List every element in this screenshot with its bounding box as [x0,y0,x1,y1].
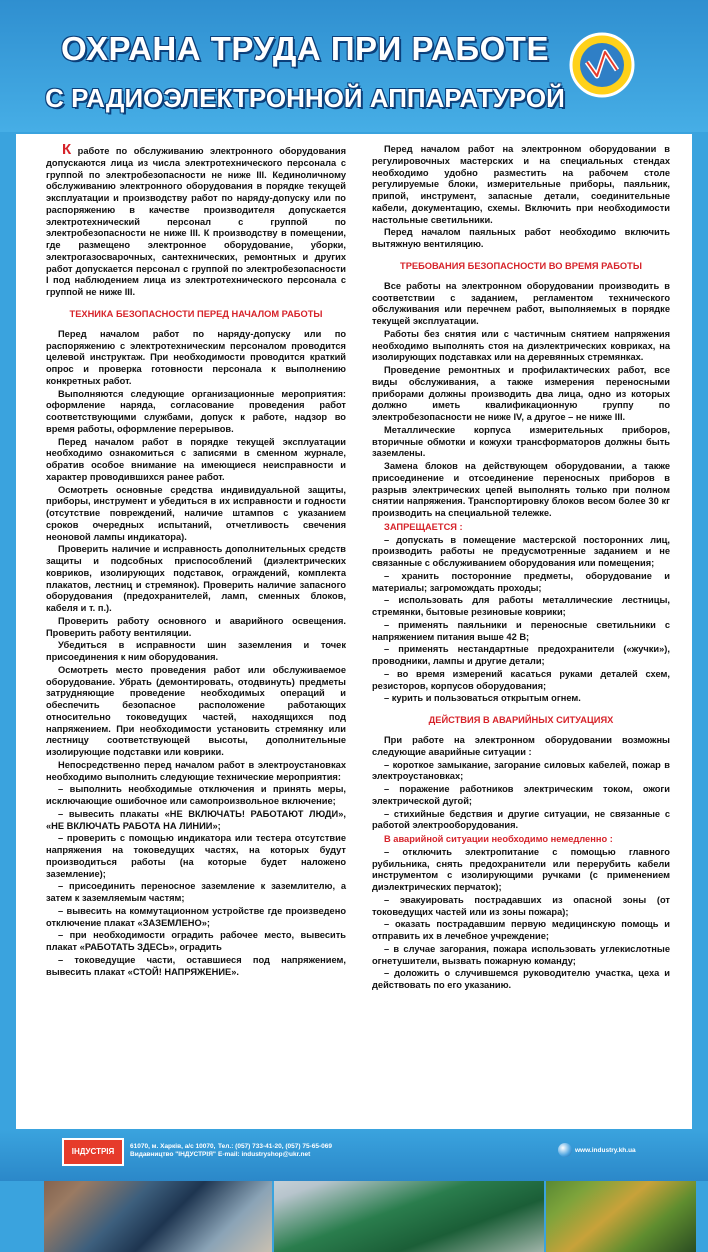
paragraph: – во время измерений касаться руками деталей схем, резисторов, корпусов оборудования; [372,668,670,691]
immediate-label: В аварийной ситуации необходимо немедленно : [384,834,613,844]
paragraph: Осмотреть место проведения работ или обслуживаемое оборудование. Убрать (демонтировать, отодвинуть) предметы затрудняющие проведение необходимых операций и обеспечить безопасное расположение работающих относительно токоведущих частей, находящихся под напряжением. При необходимости установить стремянку или лестницу соответствующей высоты, дополнительные изолирующие подставки или коврики. [46,664,346,757]
forbidden-label: ЗАПРЕЩАЕТСЯ : [384,521,463,532]
intro-text: работе по обслуживанию электронного оборудования допускаются лица из числа электротехнического персонала с группой по электробезопасности не ниже III. Кединоличному обслуживанию электронного оборудования в порядке текущей эксплуатации и производству работ по наряду-допуску или по распоряжению в качестве производителя допускается электротехнический персонал с группой по электробезопасности не ниже III. К производству в помещении, где размещено электронное оборудование, уборки, электрогазосварочных, сантехнических, ремонтных и других работ допускается персонал с группой по электробезопасности I под наблюдением лица из электротехнического персонала с группой не ниже III. [46,146,346,297]
paragraph: – допускать в помещение мастерской посторонних лиц, производить работы не предусмотренные заданием и не связанные с обслуживанием оборудования или помещения; [372,534,670,568]
paragraph: – проверить с помощью индикатора или тестера отсутствие напряжения на токоведущих частях, на которых будут производиться работы (на которые будет наложено заземление); [46,833,346,879]
footer-website-link[interactable]: www.industry.kh.ua [575,1147,636,1154]
paragraph: Перед началом работ в порядке текущей эксплуатации необходимо ознакомиться с записями в сменном журнале, обратив особое внимание на имеющиеся неисправности и характер проводившихся ранее работ. [46,436,346,482]
industry-logo-icon [569,32,635,98]
paragraph: – токоведущие части, оставшиеся под напряжением, вывесить плакат «СТОЙ! НАПРЯЖЕНИЕ». [46,954,346,977]
left-column [46,141,346,979]
header-banner [0,0,708,132]
emergency-intro: При работе на электронном оборудовании возможны следующие аварийные ситуации : [372,735,670,757]
paragraph: – эвакуировать пострадавших из опасной зоны (от токоведущих частей или из зоны пожара); [372,894,670,917]
paragraph: Все работы на электронном оборудовании производить в соответствии с заданием, регламентом технического обслуживания или перечнем работ, выполняемых в порядке текущей эксплуатации. [372,280,670,326]
paragraph: Проверить наличие и исправность дополнительных средств защиты и подсобных приспособлений (диэлектрических ковриков, изолирующих подставок, ограждений, комплекта плакатов, лестниц и стремянок). Проверить наличие запасного оборудования (предохранителей, ламп, сменных блоков, кабеля и т. п.). [46,544,346,613]
paragraph: Металлические корпуса измерительных приборов, вторичные обмотки и кожухи трансформаторов должны быть заземлены. [372,424,670,459]
paragraph: Выполняются следующие организационные мероприятия: оформление наряда, согласование проведения работ соответствующими службами, допуск к работе, надзор во время работы, оформление перерывов. [46,388,346,434]
paragraph: Перед началом работ по наряду-допуску или по распоряжению с электротехническим персоналом проводится целевой инструктаж. При необходимости проводится краткий опрос и проверка готовности персонала к выполнению конкретных работ. [46,328,346,386]
paragraph: – доложить о случившемся руководителю участка, цеха и действовать по его указанию. [372,968,670,990]
footer-publisher: Видавництво "ІНДУСТРІЯ" [130,1151,216,1158]
paragraph: Убедиться в исправности шин заземления и точек присоединения к ним оборудования. [46,640,346,662]
footer-logo: ІНДУСТРІЯ [62,1138,124,1166]
footer-address: 61070, м. Харків, а/с 10070, [130,1143,216,1150]
emergency-list [372,760,670,833]
paragraph: Проведение ремонтных и профилактических работ, все виды обслуживания, а также измерения переносными приборами должны производить два лица, одно из которых должно иметь квалификационную группу по электробезопасности не ниже IV, а другое – не ниже III. [372,365,670,422]
paragraph: – отключить электропитание с помощью главного рубильника, снять предохранители или перерубить кабели инструментом с изолирующими ручками (с применением диэлектрических перчаток); [372,846,670,892]
paragraph: – вывесить на коммутационном устройстве где произведено отключение плакат «ЗАЗЕМЛЕНО»; [46,905,346,928]
section-heading-during-work: ТРЕБОВАНИЯ БЕЗОПАСНОСТИ ВО ВРЕМЯ РАБОТЫ [400,260,642,271]
paragraph: – оказать пострадавшим первую медицинскую помощь и отправить их в лечебное учреждение; [372,919,670,941]
paragraph: – курить и пользоваться открытым огнем. [384,693,581,704]
footer [0,1130,708,1181]
paragraph: – хранить посторонние предметы, оборудование и материалы; загромождать проходы; [372,570,670,593]
dropcap: К [62,141,72,158]
content-sheet [16,134,692,1129]
paragraph: – выполнить необходимые отключения и принять меры, исключающие ошибочное или самопроизвольное включение; [46,784,346,806]
section-heading-emergency: ДЕЙСТВИЯ В АВАРИЙНЫХ СИТУАЦИЯХ [428,715,614,725]
footer-email[interactable]: E-mail: industryshop@ukr.net [218,1151,311,1158]
paragraph: Осмотреть основные средства индивидуальной защиты, приборы, инструмент и убедиться в их исправности и годности (отсутствие повреждений, наличие штампов с указанием сроков очередных испытаний, отчетливость свечения неоновой лампы индикатора). [46,484,346,542]
before-work-paragraphs [46,329,346,979]
paragraph: Проверить работу основного и аварийного освещения. Проверить работу вентиляции. [46,615,346,638]
immediate-actions-list [372,847,670,992]
watermark: industry.kh.ua [140,1016,439,1065]
paragraph: Перед началом паяльных работ необходимо включить вытяжную вентиляцию. [372,227,670,249]
paragraph: Замена блоков на действующем оборудовании, а также присоединение и отсоединение переносных приборов в разрыв электрических цепей выполнять только при полном снятии напряжения. Транспортировку блоков весом более 30 кг производить на специальной тележке. [372,461,670,518]
paragraph: Работы без снятия или с частичным снятием напряжения необходимо выполнять стоя на диэлектрических ковриках, на изолирующих подставках или на деревянных стремянках. [372,328,670,363]
paragraph: Непосредственно перед началом работ в электроустановках необходимо выполнить следующие технические мероприятия: [46,759,346,782]
paragraph: – короткое замыкание, загорание силовых кабелей, пожар в электроустановках; [372,759,670,782]
paragraph: – использовать для работы металлические лестницы, стремянки, бытовые резиновые коврики; [372,595,670,617]
right-column [372,144,670,993]
paragraph: – присоединить переносное заземление к заземлителю, а затем к заземляемым частям; [46,881,346,903]
during-work-paragraphs [372,281,670,520]
page-title-line1: ОХРАНА ТРУДА ПРИ РАБОТЕ [61,30,549,67]
right-top-paragraphs [372,144,670,251]
paragraph: – вывесить плакаты «НЕ ВКЛЮЧАТЬ! РАБОТАЮТ ЛЮДИ», «НЕ ВКЛЮЧАТЬ РАБОТА НА ЛИНИИ»; [46,808,346,831]
forbidden-list [372,535,670,706]
globe-icon [558,1143,572,1157]
footer-phone: Тел.: (057) 733-41-20, (057) 75-65-069 [218,1143,333,1150]
intro-paragraph [46,141,346,299]
paragraph: – в случае загорания, пожара использовать углекислотные огнетушители, вызвать пожарную команду; [372,943,670,966]
paragraph: – применять нестандартные предохранители («жучки»), проводники, лампы и другие детали; [372,644,670,666]
paragraph: – поражение работников электрическим током, ожоги электрической дугой; [372,784,670,806]
paragraph: – применять паяльники и переносные светильники с напряжением питания выше 42 В; [372,619,670,642]
paragraph: Перед началом работ на электронном оборудовании в регулировочных мастерских и на специальных стендах необходимо удобно разместить на рабочем столе регулируемые блоки, измерительные приборы, паяльник, припой, инструмент, запасные детали, соединительные кабели, документацию, схемы. Включить при необходимости настольные светильники. [372,144,670,225]
section-heading-before-work: ТЕХНИКА БЕЗОПАСНОСТИ ПЕРЕД НАЧАЛОМ РАБОТЫ [69,308,323,319]
paragraph: – при необходимости оградить рабочее место, вывесить плакат «РАБОТАТЬ ЗДЕСЬ», оградить [46,930,346,952]
paragraph: – стихийные бедствия и другие ситуации, не связанные с работой электрооборудования. [372,808,670,831]
page-title-line2: С РАДИОЭЛЕКТРОННОЙ АППАРАТУРОЙ [45,83,565,113]
